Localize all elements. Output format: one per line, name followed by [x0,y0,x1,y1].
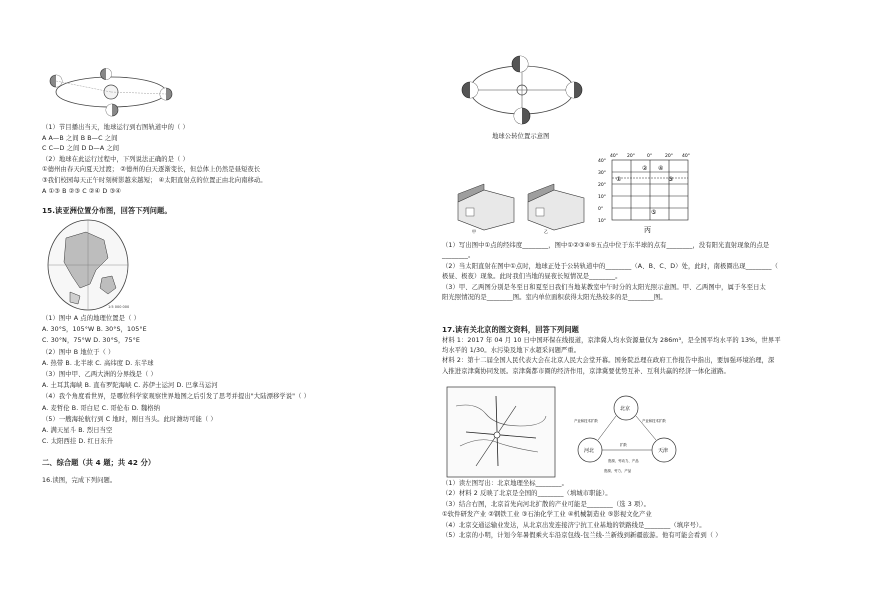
grid-point-1: ① [616,176,622,183]
house-label-yi: 乙 [544,229,548,234]
q17-block-line: （5）北京的小明，计划今年暑假乘火车沿京包线-包兰线-兰新线到新疆旅游。他有可能会看到（ ） [442,532,722,539]
map-scale: 1:5 000 000 [108,305,130,309]
earth-orbit-figure-left [46,66,176,118]
question-15-title: 15.读亚洲位置分布图，回答下列问题。 [42,206,172,215]
q16-block-line: ________。 [442,252,475,260]
grid-top-label-5: 40° [682,154,690,159]
q15-block-line: （2）图中 B 地位于（ ） [42,348,115,356]
section-title: 二、综合题（共 4 题；共 42 分） [42,458,156,467]
diagram-bottom-2: 资源、劳力、产品 [604,469,632,473]
q15-block-line: （3）图中甲、乙两大洲的分界线是（ ） [42,371,157,378]
diagram-mid: 扩散 [620,443,627,447]
q15-block-line: （1）图中 A 点的地理位置是（ ） [42,315,140,322]
question-16-title: 16.读图，完成下列问题。 [42,477,117,484]
q15-block-line: A. 麦哲伦 B. 哥白尼 C. 哥伦布 D. 魏格纳 [42,404,161,412]
grid-point-3: ③ [668,176,674,183]
q17-block-line: ①软件研发产业 ②钢铁工业 ③石油化学工业 ④机械制造业 ⑤影视文化产业 [442,511,652,519]
grid-point-2: ② [642,165,648,172]
grid-top-label-4: 20° [665,154,673,159]
diagram-side-b: 产业和技术扩散 [642,419,666,423]
q1-block-line: A ①③ B ②③ C ②④ D ③④ [42,187,121,195]
house-label-jia: 甲 [472,229,476,234]
q17-block-line: （1）读左图写出：北京地理坐标________。 [442,480,569,487]
grid-figure-label: 丙 [644,226,651,234]
q1-block-line: （2）地球在此运行过程中，下列说法正确的是（ ） [42,155,189,163]
industry-diffusion-diagram [568,392,688,478]
grid-side-label-2: 30° [598,171,606,176]
q17-material-line: 材料 1：2017 年 04 月 10 日中国环保在线报道，京津冀人均水资源量仅为 286m³，是全国平均水平的 13%，世界平 [442,337,781,344]
grid-side-label-4: 10° [598,195,606,200]
earth-orbit-figure-right [460,50,600,128]
asia-map-figure [46,218,130,312]
house-sunlight-figures [454,180,594,234]
q15-block-line: A. 土耳其海峡 B. 直布罗陀海峡 C. 苏伊士运河 D. 巴拿马运河 [42,382,218,390]
orbit-caption: 地球公转位置示意图 [492,133,550,140]
q16-block-line: （3）甲、乙两图分别是冬至日和夏至日我们当地某教室中午时分的太阳光照示意图。甲、乙两图中，属于冬至日太 [442,283,766,291]
q16-block-line: 阳光照情况的是________图。室内单位面积获得太阳光热较多的是________图。 [442,294,667,301]
grid-side-label-1: 40° [598,159,606,164]
q15-block-line: （5）一艘海轮航行到 C 地时，刚日当头。此时潍坊可能（ ） [42,415,217,423]
grid-top-label-1: 40° [610,154,618,159]
q15-block-line: （4）我个角度看世界，是哪位科学家观察世界地图之后引发了思考并提出"大陆漂移学说"（ ） [42,393,311,401]
diagram-side-a: 产业和技术扩散 [574,419,598,423]
q16-block-line: 极昼、极夜）现象。此时我们当地的昼夜长短情况是________。 [442,273,622,281]
beijing-rail-map [446,386,556,478]
grid-side-label-3: 20° [598,183,606,188]
grid-top-label-3: 0° [647,154,653,159]
q15-block-line: A. 热带 B. 北半球 C. 高纬度 D. 东半球 [42,359,154,367]
diagram-bottom: 资源、劳动力、产品 [608,459,639,463]
q17-material-line: 入推进京津冀协同发展。京津冀都市圈的经济作用，京津冀要优势互补、互利共赢的经济一体化道路。 [442,367,730,375]
grid-side-label-6: 10° [598,219,606,224]
q17-block-line: （2）材料 2 反映了北京是全国的________（填城市职能）。 [442,490,612,498]
grid-side-label-5: 0° [598,207,604,212]
diagram-hebei: 河北 [584,448,595,454]
q1-block-line: ①德州由春天向夏天过渡； ②德州的白天逐渐变长，但总体上仍然是昼短夜长 [42,166,261,174]
q16-block-line: （2）当太阳直射在图中①点时，地球正处于公转轨道中的________（A、B、C、D）处，此时，南极圈出现________（ [442,262,778,270]
q17-material-line: 材料 2：第十二届全国人民代表大会在北京人民大会堂开幕。国务院总理在政府工作报告中指出，要加强环境治理，深 [442,357,775,365]
grid-point-5: ⑤ [651,209,657,216]
q17-material-line: 均水平的 1/30。水污染及地下水超采问题严重。 [442,347,581,355]
diagram-tianjin: 天津 [658,448,669,454]
q15-block-line: A. 满天星斗 B. 烈日当空 [42,427,113,434]
q17-block-line: （4）北京交通运输业发达，从北京出发连接济宁抗工业基地的铁路线是________（填序号）。 [442,521,706,529]
q16-block-line: （1）写出图中①点的经纬度________，图中①②③④⑤五点中位于东半球的点有________，没有阳光直射现象的点是 [442,242,770,249]
q1-block-line: ③我们校园每天正午时刻树影越来越短； ④太阳直射点的位置正由北向南移动。 [42,177,267,184]
q15-block-line: C. 30°N，75°W D. 30°S，75°E [42,337,140,345]
grid-top-label-2: 20° [627,154,635,159]
lat-lon-grid-figure [596,150,696,234]
diagram-beijing: 北京 [620,406,631,412]
grid-point-4: ④ [658,165,664,172]
q1-block-line: （1）节目播出当天，地球运行到右图轨道中的（ ） [42,124,189,131]
q1-block-line: A A—B 之间 B B—C 之间 [42,134,118,142]
q17-block-line: （3）结合右图，北京首先向河北扩散的产业可能是________（选 3 项）。 [442,500,650,508]
question-17-title: 17.读有关北京的图文资料，回答下列问题 [442,325,579,334]
q15-block-line: A. 30°S，105°W B. 30°S，105°E [42,326,147,334]
q1-block-line: C C—D 之间 D D—A 之间 [42,145,120,153]
q15-block-line: C. 太阳西挂 D. 红日东升 [42,438,114,446]
